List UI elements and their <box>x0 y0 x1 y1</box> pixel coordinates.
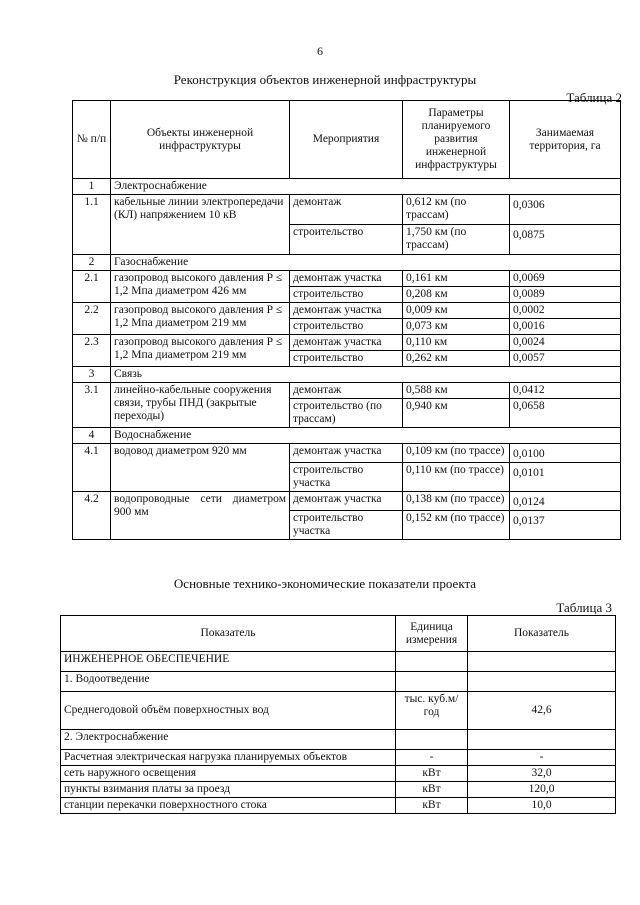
row-measure: демонтаж <box>290 195 403 225</box>
empty-cell <box>396 672 468 692</box>
row-object: газопровод высокого давления Р ≤ 1,2 Мпа диаметром 219 мм <box>111 303 290 335</box>
empty-cell <box>396 652 468 672</box>
row-object: линейно-кабельные сооружения связи, трубы ПНД (закрытые переходы) <box>111 383 290 428</box>
subsection-title: 2. Электроснабжение <box>61 730 396 750</box>
row-area: 0,0002 <box>510 303 621 319</box>
row-name: станции перекачки поверхностного стока <box>61 798 396 814</box>
table3-title: Основные технико-экономические показатели проекта <box>173 576 477 591</box>
row-param: 1,750 км (по трассам) <box>403 225 510 255</box>
table-row <box>61 766 616 782</box>
table-row <box>73 492 621 511</box>
table2-title: Реконструкция объектов инженерной инфраструктуры <box>173 72 477 87</box>
table-row <box>73 444 621 463</box>
row-param: 0,110 км <box>403 335 510 351</box>
table-row <box>73 303 621 319</box>
header-num: № п/п <box>73 101 111 179</box>
page-number: 6 <box>317 44 323 58</box>
row-measure: строительство участка <box>290 463 403 492</box>
section-title: Связь <box>111 367 621 383</box>
row-name: Среднегодовой объём поверхностных вод <box>61 692 396 730</box>
row-object: газопровод высокого давления Р ≤ 1,2 Мпа диаметром 426 мм <box>111 271 290 303</box>
table-row <box>73 335 621 351</box>
section-num: 1 <box>73 179 111 195</box>
row-param: 0,109 км (по трассе) <box>403 444 510 463</box>
row-num: 2.3 <box>73 335 111 367</box>
row-area: 0,0101 <box>510 463 621 492</box>
section-title: ИНЖЕНЕРНОЕ ОБЕСПЕЧЕНИЕ <box>61 652 396 672</box>
row-name: пункты взимания платы за проезд <box>61 782 396 798</box>
row-measure: демонтаж участка <box>290 444 403 463</box>
section-row <box>61 652 616 672</box>
row-area: 0,0412 <box>510 383 621 399</box>
table-header-row <box>61 616 616 652</box>
table3-label: Таблица 3 <box>556 600 612 615</box>
row-object: водопроводные сети диаметром 900 мм <box>111 492 290 540</box>
row-area: 0,0875 <box>510 225 621 255</box>
row-num: 4.2 <box>73 492 111 540</box>
row-num: 1.1 <box>73 195 111 255</box>
row-param: 0,612 км (по трассам) <box>403 195 510 225</box>
row-object: водовод диаметром 920 мм <box>111 444 290 492</box>
row-value: - <box>468 750 616 766</box>
table2-label: Таблица 2 <box>566 90 622 105</box>
section-row <box>73 367 621 383</box>
row-param: 0,152 км (по трассе) <box>403 511 510 540</box>
row-param: 0,262 км <box>403 351 510 367</box>
table-header-row <box>73 101 621 179</box>
row-param: 0,588 км <box>403 383 510 399</box>
row-measure: строительство <box>290 351 403 367</box>
empty-cell <box>468 652 616 672</box>
row-param: 0,138 км (по трассе) <box>403 492 510 511</box>
empty-cell <box>396 730 468 750</box>
row-measure: демонтаж участка <box>290 492 403 511</box>
row-area: 0,0124 <box>510 492 621 511</box>
row-param: 0,208 км <box>403 287 510 303</box>
row-num: 4.1 <box>73 444 111 492</box>
infrastructure-table <box>72 100 621 540</box>
row-param: 0,110 км (по трассе) <box>403 463 510 492</box>
row-unit: кВт <box>396 782 468 798</box>
row-area: 0,0089 <box>510 287 621 303</box>
row-param: 0,009 км <box>403 303 510 319</box>
row-area: 0,0100 <box>510 444 621 463</box>
subsection-row <box>61 730 616 750</box>
section-title: Газоснабжение <box>111 255 621 271</box>
row-value: 120,0 <box>468 782 616 798</box>
table-row <box>73 383 621 399</box>
subsection-title: 1. Водоотведение <box>61 672 396 692</box>
section-row <box>73 255 621 271</box>
row-area: 0,0069 <box>510 271 621 287</box>
row-measure: строительство <box>290 319 403 335</box>
row-unit: тыс. куб.м/год <box>396 692 468 730</box>
row-unit: кВт <box>396 766 468 782</box>
row-param: 0,161 км <box>403 271 510 287</box>
header-objects: Объекты инженерной инфраструктуры <box>111 101 290 179</box>
row-num: 2.1 <box>73 271 111 303</box>
indicators-table <box>60 615 616 814</box>
row-area: 0,0057 <box>510 351 621 367</box>
row-num: 3.1 <box>73 383 111 428</box>
row-area: 0,0016 <box>510 319 621 335</box>
section-title: Водоснабжение <box>111 428 621 444</box>
row-object: кабельные линии электропередачи (КЛ) напряжением 10 кВ <box>111 195 290 255</box>
row-num: 2.2 <box>73 303 111 335</box>
table-row <box>61 798 616 814</box>
row-name: сеть наружного освещения <box>61 766 396 782</box>
row-measure: строительство участка <box>290 511 403 540</box>
row-measure: демонтаж участка <box>290 303 403 319</box>
row-area: 0,0137 <box>510 511 621 540</box>
section-num: 3 <box>73 367 111 383</box>
section-title: Электроснабжение <box>111 179 621 195</box>
empty-cell <box>468 672 616 692</box>
row-value: 32,0 <box>468 766 616 782</box>
section-row <box>73 428 621 444</box>
row-param: 0,940 км <box>403 399 510 428</box>
table-row <box>61 692 616 730</box>
row-object: газопровод высокого давления Р ≤ 1,2 Мпа диаметром 219 мм <box>111 335 290 367</box>
row-area: 0,0306 <box>510 195 621 225</box>
header-indicator: Показатель <box>61 616 396 652</box>
row-unit: кВт <box>396 798 468 814</box>
table-row <box>61 750 616 766</box>
header-measures: Мероприятия <box>290 101 403 179</box>
table-row <box>61 782 616 798</box>
row-measure: строительство <box>290 287 403 303</box>
table-row <box>73 195 621 225</box>
row-measure: строительство (по трассам) <box>290 399 403 428</box>
row-unit: - <box>396 750 468 766</box>
header-unit: Единица измерения <box>396 616 468 652</box>
row-area: 0,0658 <box>510 399 621 428</box>
row-value: 42,6 <box>468 692 616 730</box>
row-measure: строительство <box>290 225 403 255</box>
empty-cell <box>468 730 616 750</box>
row-measure: демонтаж участка <box>290 271 403 287</box>
section-num: 2 <box>73 255 111 271</box>
header-area: Занимаемая территория, га <box>510 101 621 179</box>
row-area: 0,0024 <box>510 335 621 351</box>
table-row <box>73 271 621 287</box>
section-row <box>73 179 621 195</box>
subsection-row <box>61 672 616 692</box>
header-value: Показатель <box>468 616 616 652</box>
row-value: 10,0 <box>468 798 616 814</box>
header-params: Параметры планируемого развития инженерной инфраструктуры <box>403 101 510 179</box>
row-measure: демонтаж <box>290 383 403 399</box>
row-name: Расчетная электрическая нагрузка планируемых объектов <box>61 750 396 766</box>
section-num: 4 <box>73 428 111 444</box>
row-param: 0,073 км <box>403 319 510 335</box>
row-measure: демонтаж участка <box>290 335 403 351</box>
